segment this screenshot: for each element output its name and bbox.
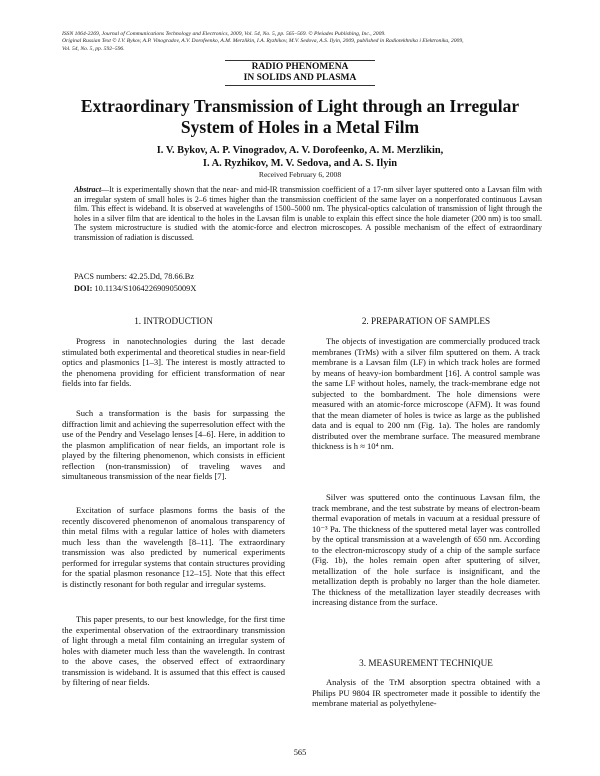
paragraph-preparation-1: The objects of investigation are commercially produced track membranes (TrMs) with a silver film sputtered on them. A track membrane is a Lavsan film (LF) in which track holes are formed by means of heavy-ion bombardment [16]. A control sample was the same LF without holes, namely, the track-membrane edge not subjected to the bombardment. The hole dimensions were measured with an atomic-force microscope (AFM). It was found that the mean diameter of holes is twice as large as the published data and is equal to 200 nm (Fig. 1a). The holes are randomly distributed over the membrane surface. The measured membrane thickness is h ≈ 10⁴ nm.	[312, 336, 540, 452]
journal-header	[62, 31, 542, 53]
paragraph-intro-3: Excitation of surface plasmons forms the basis of the recently discovered phenomenon of anomalous transparency of thin metal films with a regular lattice of holes with diameters much less than the wavelength [8–11]. The extraordinary transmission was also predicted by numerical experiments performed for irregular systems that contain structures providing for the spatial plasmon resonance [12–15]. Note that this effect is distinctly resonant for both regular and irregular systems.	[62, 505, 285, 589]
section-heading-measurement: 3. MEASUREMENT TECHNIQUE	[359, 658, 493, 668]
page-number: 565	[293, 748, 307, 757]
doi-label: DOI:	[74, 284, 93, 293]
header-line-2: Original Russian Text © I.V. Bykov, A.P. Vinogradov, A.V. Dorofeenko, A.M. Merzlikin, I.A. Ryzhikov, M.V. Sedova, A.S. Ilyin, 2009, published in Radiotekhnika i Elektronika, 2009,	[62, 38, 464, 45]
received-date: Received February 6, 2008	[258, 170, 342, 179]
doi	[74, 284, 196, 294]
abstract-text: —It is experimentally shown that the near- and mid-IR transmission coefficient of a 17-nm silver layer sputtered onto a Lavsan film with an irregular system of small holes is 2–6 times higher than the transmission coefficient of the same layer on a nonperforated continuous Lavsan film. This effect is wideband. It is observed at wavelengths of 1500–5000 nm. The physical-optics calculation of transmission of light through the holes in a silver film that are identical to the holes in the Lavsan film is unable to explain this effect since the hole diameter (200 nm) is too small. The system microstructure is studied with the atomic-force and electron microscopes. A possible mechanism of the effect of extraordinary transmission of radiation is discussed.	[74, 185, 542, 242]
doi-value[interactable]: 10.1134/S106422690905009X	[94, 284, 197, 293]
header-line-1: ISSN 1064-2269, Journal of Communications Technology and Electronics, 2009, Vol. 54, No. 5, pp. 565–569. © Pleiades Publishing, Inc., 2009.	[62, 31, 386, 37]
section-name-line-2: IN SOLIDS AND PLASMA	[243, 73, 357, 83]
abstract-label: Abstract	[74, 185, 102, 194]
section-name-line-1: RADIO PHENOMENA	[251, 62, 349, 72]
paragraph-intro-2: Such a transformation is the basis for surpassing the diffraction limit and achieving the superresolution effect with the use of the Pendry and Veselago lenses [4–6]. Here, in addition to the plasmon amplification of near fields, an important role is played by the filtering phenomenon, which consists in efficient reflection (non-transmission) of traveling waves and simultaneous transmission of the near fields [7].	[62, 408, 285, 482]
section-rule-top	[225, 60, 375, 61]
paragraph-intro-1: Progress in nanotechnologies during the last decade stimulated both experimental and theoretical studies in near-field optics and plasmonics [1–3]. The interest is mostly attracted to the phenomena providing for efficient transformation of near fields into far fields.	[62, 336, 285, 389]
paragraph-preparation-2: Silver was sputtered onto the continuous Lavsan film, the track membrane, and the test substrate by means of electron-beam thermal evaporation of metals in vacuum at a residual pressure of 10⁻³ Pa. The thickness of the sputtered metal layer was controlled by the optical transmission at a wavelength of 650 nm. According to the electron-microscopy study of a chip of the sample surface (Fig. 1b), the holes remain open after sputtering of silver, metallization of the hole surface is insignificant, and the metallization depth is probably no larger than the hole diameter. The thickness of the metallization layer steadily decreases with increasing distance from the surface.	[312, 492, 540, 608]
paragraph-intro-4: This paper presents, to our best knowledge, for the first time the experimental observation of the extraordinary transmission of light through a metal film containing an irregular system of holes with diameter much less than the wavelength. In contrast to the above cases, the observed effect of extraordinary transmission is wideband. It is assumed that this effect is caused by filtering of near fields.	[62, 614, 285, 688]
author-list-line-1: I. V. Bykov, A. P. Vinogradov, A. V. Dorofeenko, A. M. Merzlikin,	[156, 145, 444, 156]
abstract	[74, 185, 542, 242]
section-heading-preparation: 2. PREPARATION OF SAMPLES	[361, 316, 491, 326]
section-rule-bottom	[225, 85, 375, 86]
article-title-line-2: System of Holes in a Metal Film	[180, 117, 420, 137]
article-title	[50, 96, 550, 138]
pacs-numbers: PACS numbers: 42.25.Dd, 78.66.Bz	[74, 272, 195, 281]
header-line-3: Vol. 54, No. 5, pp. 592–596.	[62, 45, 125, 52]
author-list-line-2: I. A. Ryzhikov, M. V. Sedova, and A. S. Ilyin	[202, 158, 398, 169]
paragraph-measurement-1: Analysis of the TrM absorption spectra obtained with a Philips PU 9804 IR spectrometer made it possible to identify the membrane material as polyethylene-	[312, 677, 540, 709]
section-heading-introduction: 1. INTRODUCTION	[134, 316, 213, 326]
author-list	[60, 144, 540, 170]
article-title-line-1: Extraordinary Transmission of Light through an Irregular	[80, 96, 520, 116]
